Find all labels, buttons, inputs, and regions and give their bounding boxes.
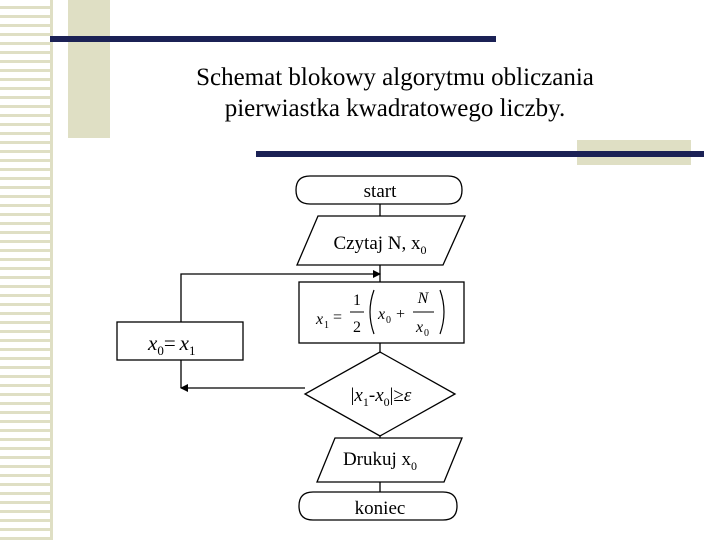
formula-n-num: N <box>417 290 429 307</box>
condition-bar-left: | <box>350 385 355 406</box>
input-label <box>333 233 426 257</box>
formula-term1: x <box>378 306 386 323</box>
condition-minus: - <box>368 385 376 406</box>
input-parallelogram <box>297 216 465 265</box>
input-label-sub: 0 <box>420 243 427 257</box>
assign-label <box>147 331 196 358</box>
formula-frac-num: 1 <box>353 292 361 309</box>
formula-lhs-sub: 1 <box>324 320 329 331</box>
condition-geq: ≥ <box>393 385 404 406</box>
condition-x1-sub: 1 <box>362 395 369 409</box>
formula-lhs: x <box>316 311 324 328</box>
end-terminator <box>299 492 457 520</box>
end-label: koniec <box>354 498 406 519</box>
condition-x0-sub: 0 <box>383 395 390 409</box>
assign-a-sub: 0 <box>157 343 164 358</box>
title-line-1: Schemat blokowy algorytmu obliczania <box>196 64 594 91</box>
condition-diamond <box>305 352 455 436</box>
assign-eq: = <box>163 331 176 355</box>
assign-a: x <box>148 331 158 355</box>
condition-x1: x <box>354 385 363 406</box>
assign-process-box <box>117 322 243 360</box>
output-label-sub: 0 <box>411 459 418 473</box>
output-label-text: Drukuj x <box>342 449 412 470</box>
condition-label <box>351 385 412 409</box>
input-label-text: Czytaj N, x <box>333 233 421 254</box>
assign-b-sub: 1 <box>189 343 196 358</box>
formula-frac-den: 2 <box>353 319 361 336</box>
start-terminator <box>296 176 462 204</box>
formula-process-box <box>299 282 464 343</box>
formula-n-den-sub: 0 <box>424 328 429 339</box>
condition-bar-right: | <box>389 385 394 406</box>
assign-b: x <box>179 331 189 355</box>
formula-plus: + <box>396 306 406 323</box>
output-label <box>343 449 417 473</box>
start-label: start <box>363 181 397 202</box>
title-line-2: pierwiastka kwadratowego liczby. <box>224 95 566 122</box>
formula-term1-sub: 0 <box>386 315 391 326</box>
formula-equals: = <box>333 309 343 326</box>
output-parallelogram <box>317 438 462 482</box>
formula-n-den: x <box>416 319 424 336</box>
condition-x0: x <box>375 385 384 406</box>
condition-epsilon: ε <box>403 385 412 406</box>
